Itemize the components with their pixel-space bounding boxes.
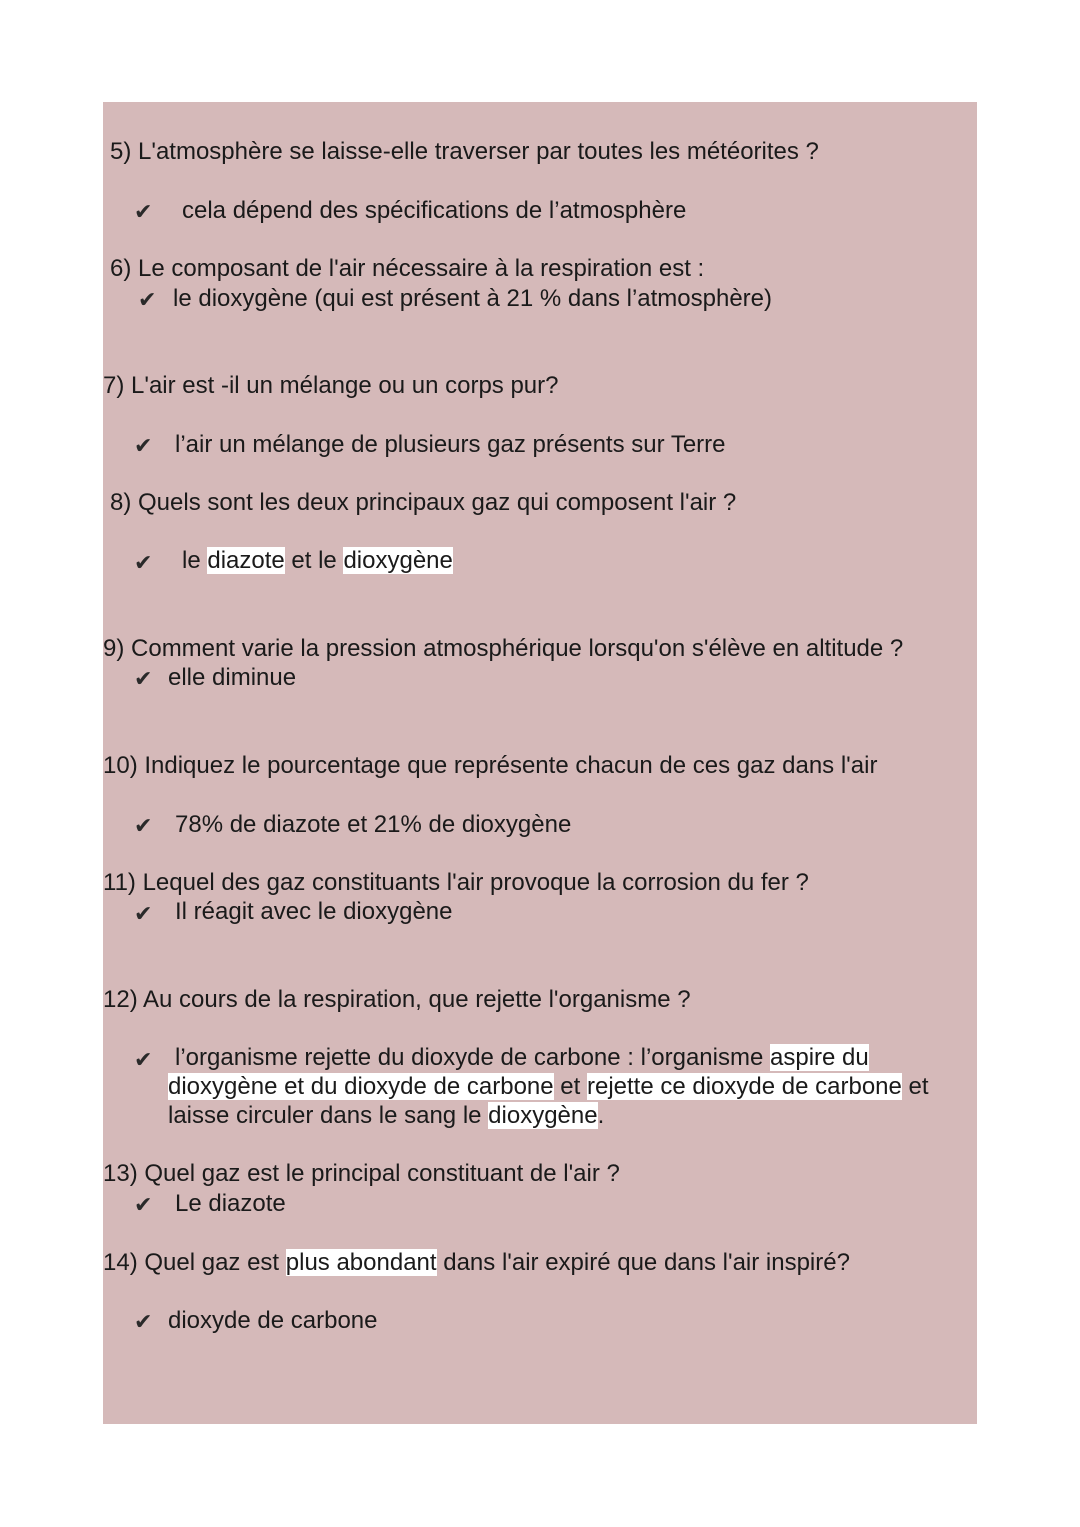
answer-9: elle diminue: [168, 664, 297, 691]
question-5: 5) L'atmosphère se laisse-elle traverser par toutes les météorites ?: [110, 138, 819, 165]
answer-14: dioxyde de carbone: [168, 1307, 378, 1334]
checkmark-icon: ✔: [134, 433, 153, 458]
checkmark-icon: ✔: [138, 287, 157, 312]
question-10: 10) Indiquez le pourcentage que représente chacun de ces gaz dans l'air: [103, 752, 878, 779]
checkmark-icon: ✔: [134, 1309, 153, 1334]
highlight-gases: dioxygène et du dioxyde de carbone: [168, 1073, 554, 1100]
checkmark-icon: ✔: [134, 199, 153, 224]
checkmark-icon: ✔: [134, 901, 153, 926]
highlight-dioxygene-2: dioxygène: [488, 1102, 598, 1129]
question-14: 14) Quel gaz est plus abondant dans l'air expiré que dans l'air inspiré?: [103, 1249, 850, 1276]
answer-6: le dioxygène (qui est présent à 21 % dans l’atmosphère): [173, 285, 773, 312]
highlight-diazote: diazote: [207, 547, 285, 574]
highlight-rejette: rejette ce dioxyde de carbone: [586, 1073, 902, 1100]
highlight-aspire: aspire du: [770, 1044, 869, 1071]
checkmark-icon: ✔: [134, 1192, 153, 1217]
checkmark-icon: ✔: [134, 1047, 153, 1072]
question-12: 12) Au cours de la respiration, que rejette l'organisme ?: [103, 986, 691, 1013]
highlight-plus-abondant: plus abondant: [285, 1249, 437, 1276]
answer-12-line-2: dioxygène et du dioxyde de carbone et rejette ce dioxyde de carbone et: [168, 1073, 929, 1100]
question-13: 13) Quel gaz est le principal constituant de l'air ?: [103, 1160, 620, 1187]
question-11: 11) Lequel des gaz constituants l'air provoque la corrosion du fer ?: [103, 869, 809, 896]
question-9: 9) Comment varie la pression atmosphérique lorsqu'on s'élève en altitude ?: [103, 635, 904, 662]
answer-7: l’air un mélange de plusieurs gaz présents sur Terre: [175, 431, 726, 458]
answer-11: Il réagit avec le dioxygène: [175, 898, 453, 925]
answer-12-line-1: l’organisme rejette du dioxyde de carbone : l’organisme aspire du: [175, 1044, 869, 1071]
question-8: 8) Quels sont les deux principaux gaz qui composent l'air ?: [110, 489, 737, 516]
checkmark-icon: ✔: [134, 666, 153, 691]
checkmark-icon: ✔: [134, 813, 153, 838]
answer-12-line-3: laisse circuler dans le sang le dioxygène.: [168, 1102, 605, 1129]
highlight-dioxygene: dioxygène: [343, 547, 453, 574]
question-6: 6) Le composant de l'air nécessaire à la respiration est :: [110, 255, 705, 282]
answer-5: cela dépend des spécifications de l’atmosphère: [182, 197, 687, 224]
answer-8: le diazote et le dioxygène: [182, 547, 453, 574]
answer-13: Le diazote: [175, 1190, 286, 1217]
checkmark-icon: ✔: [134, 550, 153, 575]
answer-10: 78% de diazote et 21% de dioxygène: [175, 811, 572, 838]
question-7: 7) L'air est -il un mélange ou un corps pur?: [103, 372, 559, 399]
